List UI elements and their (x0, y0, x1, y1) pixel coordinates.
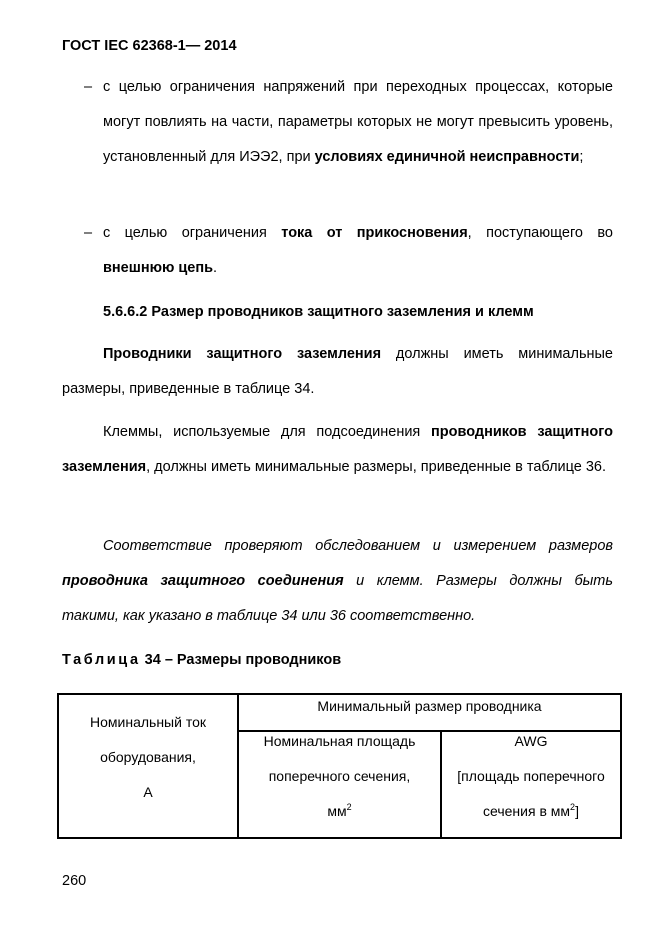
term-single-fault: условиях единичной неисправности (314, 149, 580, 165)
page-number: 260 (62, 873, 87, 889)
table-caption-text: 34 – Размеры проводников (140, 652, 342, 668)
term-protective-bonding-conductor: проводника защитного соединения (62, 573, 344, 589)
list-item-text: с целью ограничения тока от прикосновения, поступающего во внешнюю цепь. (103, 225, 613, 276)
paragraph-conductor-sizes: Проводники защитного заземления должны иметь минимальные размеры, приведенные в таблице 34. (62, 346, 613, 397)
list-item-touch-current (84, 216, 613, 286)
paragraph-terminals: Клеммы, используемые для подсоединения проводников защитного заземления, должны иметь минимальные размеры, приведенные в таблице 36. (62, 424, 613, 475)
table-caption-label: Таблица (62, 652, 141, 668)
list-dash: – (84, 79, 93, 95)
paragraph-compliance: Соответствие проверяют обследованием и измерением размеров проводника защитного соединения и клемм. Размеры должны быть такими, как указано в таблице 34 или 36 соответственно. (62, 538, 613, 624)
header-awg: AWG [площадь поперечного сечения в $мм^2$] (441, 731, 621, 838)
conductor-sizes-table (57, 693, 622, 839)
header-cross-sectional-area: Номинальная площадь поперечного сечения, $мм^2$ (238, 731, 441, 838)
header-min-conductor-size: Минимальный размер проводника (238, 694, 621, 731)
term-protective-earthing-conductors: Проводники защитного заземления (103, 346, 382, 362)
document-header: ГОСТ IEC 62368-1— 2014 (62, 38, 237, 54)
section-heading: 5.6.6.2 Размер проводников защитного заземления и клемм (103, 304, 534, 320)
table-caption (62, 646, 341, 674)
list-dash: – (84, 225, 93, 241)
term-protective-earthing-conductors: проводников защитного заземления (62, 424, 613, 475)
list-item-text: с целью ограничения напряжений при переходных процессах, которые могут повлиять на части, параметры которых не могут превысить уровень, установленный для ИЭЭ2, при условиях единичной неисправности; (103, 79, 613, 165)
header-rated-current: Номинальный ток оборудования, А (58, 694, 238, 838)
term-touch-current: тока от прикосновения (281, 225, 468, 241)
term-external-circuit: внешнюю цепь (103, 260, 214, 276)
list-item-voltage-limit (84, 70, 613, 175)
